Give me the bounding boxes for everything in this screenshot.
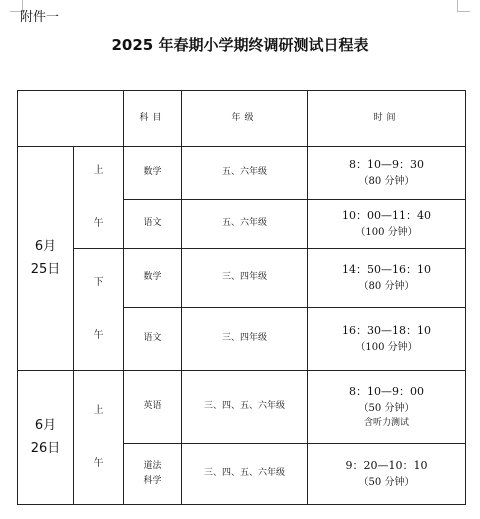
grade-cell: 五、六年级: [182, 147, 308, 200]
subject-line: 科学: [143, 476, 162, 486]
date-cell: [18, 147, 74, 371]
half-day-bottom: 午: [93, 457, 104, 469]
time-cell: [308, 444, 466, 505]
time-range: 10：00—11：40: [342, 208, 431, 222]
duration: （50 分钟）: [358, 476, 415, 488]
margin-corner-mark: [457, 0, 470, 12]
attachment-label: 附件一: [20, 10, 60, 25]
time-cell: [308, 200, 466, 249]
time-range: 14：50—16：10: [342, 262, 431, 276]
table-row: [18, 371, 466, 444]
subject-line: 道法: [143, 460, 162, 471]
afternoon-cell: [74, 249, 124, 371]
grade-cell: 三、四、五、六年级: [182, 371, 308, 444]
subject-cell: 数学: [124, 147, 182, 200]
half-day-bottom: 午: [93, 217, 104, 229]
header-subject: 科目: [124, 91, 182, 147]
time-range: 9：20—10：10: [345, 458, 428, 472]
half-day-top: 上: [93, 405, 104, 416]
half-day-top: 上: [93, 165, 104, 176]
time-cell: [308, 308, 466, 371]
time-cell: [308, 371, 466, 444]
grade-cell: 五、六年级: [182, 200, 308, 249]
header-time: 时间: [308, 91, 466, 147]
grade-cell: 三、四年级: [182, 249, 308, 308]
time-range: 16：30—18：10: [342, 323, 431, 337]
date-day: 26日: [30, 440, 61, 456]
duration: （80 分钟）: [358, 175, 415, 187]
half-day-bottom: 午: [93, 329, 104, 341]
header-corner-cell: [18, 91, 124, 147]
time-cell: [308, 147, 466, 200]
morning-cell: [74, 147, 124, 249]
time-range: 8：10—9：00: [349, 384, 424, 398]
header-grade: 年级: [182, 91, 308, 147]
grade-cell: 三、四、五、六年级: [182, 444, 308, 505]
duration: （100 分钟）: [355, 226, 418, 238]
duration: （50 分钟）: [358, 402, 415, 414]
half-day-top: 下: [93, 277, 104, 288]
date-month: 6月: [34, 239, 57, 255]
grade-cell: 三、四年级: [182, 308, 308, 371]
time-cell: [308, 249, 466, 308]
morning-cell: [74, 371, 124, 505]
subject-cell: 语文: [124, 200, 182, 249]
table-header-row: [18, 91, 466, 147]
table-row: [18, 147, 466, 200]
document-title: 2025 年春期小学期终调研测试日程表: [111, 36, 369, 54]
date-day: 25日: [30, 261, 61, 277]
subject-cell: 英语: [124, 371, 182, 444]
time-range: 8：10—9：30: [349, 157, 424, 171]
schedule-table: [17, 90, 466, 505]
table-row: [18, 249, 466, 308]
subject-cell: 语文: [124, 308, 182, 371]
duration: （100 分钟）: [355, 341, 418, 353]
date-month: 6月: [34, 418, 57, 434]
date-cell: [18, 371, 74, 505]
subject-cell: 数学: [124, 249, 182, 308]
duration: （80 分钟）: [358, 280, 415, 292]
subject-cell: [124, 444, 182, 505]
listening-test-note: 含听力测试: [363, 418, 409, 428]
